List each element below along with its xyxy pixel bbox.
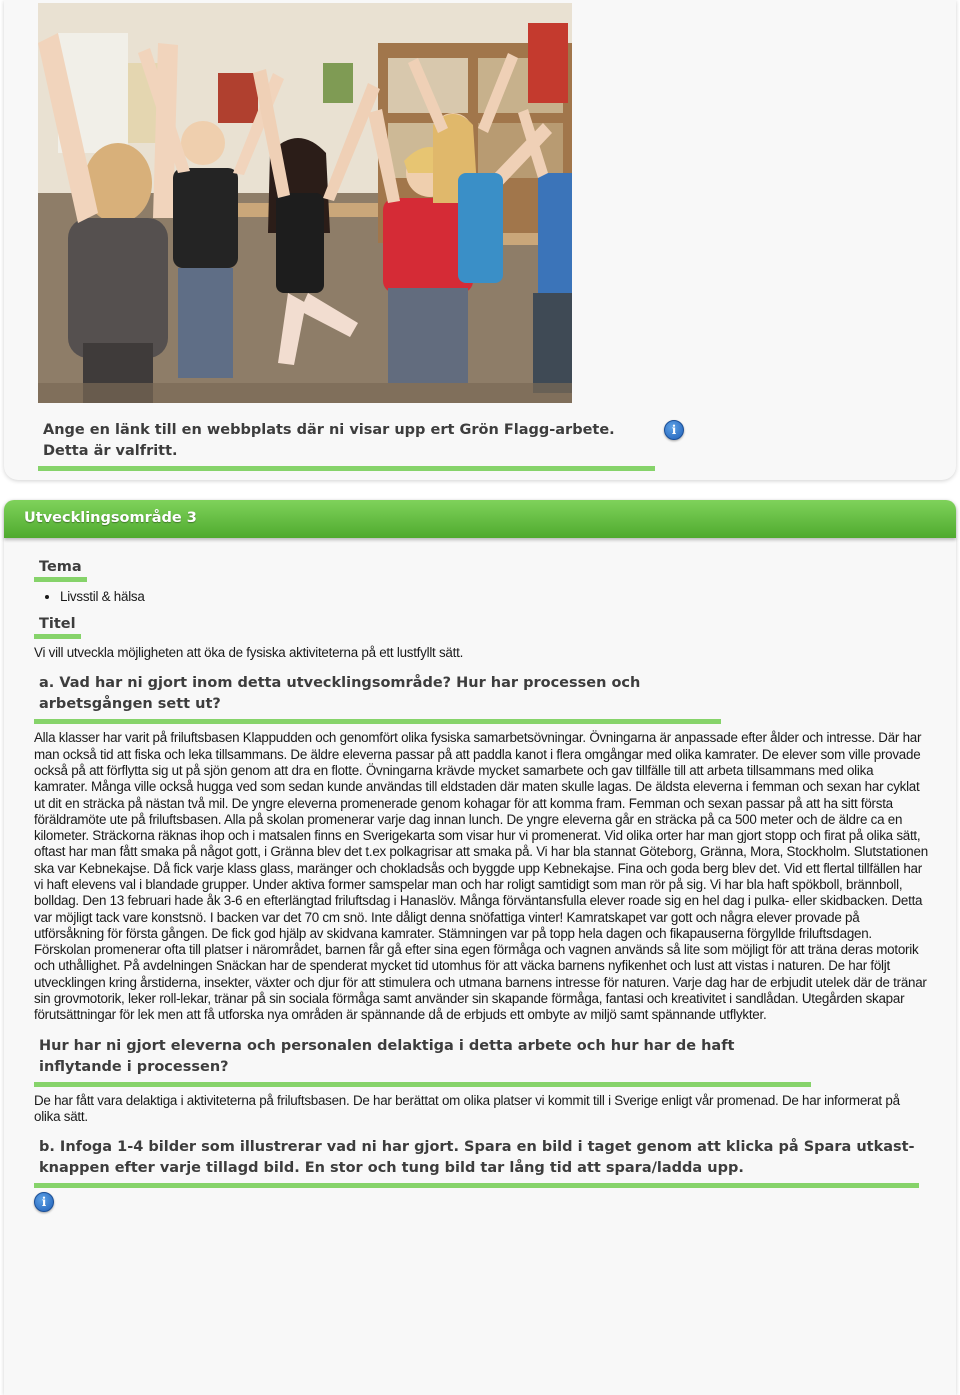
question-involvement: Hur har ni gjort eleverna och personalen delaktiga i detta arbete och hur har de haft inflytande i processen? xyxy=(34,1036,811,1087)
answer-a: Alla klasser har varit på friluftsbasen Klappudden och genomfört olika fysiska samarbetsövningar. Övningarna är anpassade efter ålder och intresse. Där har man också tid att fiska och leka tillsammans. De äldre eleverna passar på att paddla kanot i flera omgångar med olika kamrater. De elever som ville provade också på att förflytta sig ut på sjön genom att dra en flotte. Övningarna krävde mycket samarbete och gav tillfälle till att arbeta tillsammans med olika kamrater. Många ville också hugga ved som sedan kunde användas till eldstaden där maten skulle lagas. De äldsta eleverna i femman och sexan har cyklat ut dit en sträcka på nästan två mil. De yngre eleverna promenerade genom kohagar för att komma fram. Femman och sexan passar på att ha sitt första föräldramöte ute på friluftsbasen. Alla på skolan promenerar varje dag innan lunch. De yngre eleverna går en sträcka på ca 500 meter och de äldre ca en kilometer. Sträckorna räknas ihop och i matsalen finns en Sverigekarta som visar hur vi promenerat. Vid olika orter har man gjort stopp och firat på olika sätt, oftast har man fått smaka på något gott, i Gränna blev det t.ex polkagrisar att smaka på. Vi har bla stannat Göteborg, Gränna, Mora, Stockholm. Slutstationen ska var Kebnekajse. Då fick varje klass glass, maränger och chokladsås och byggde upp Kebnekajse. Fina och goda berg blev det. Vid ett flertal tillfällen har vi haft elevens val i blandade grupper. Under aktiva former samspelar man och har roligt samtidigt som man rör på sig. Vi har bla haft spökboll, brännboll, bolldag. Den 13 februari hade åk 3-6 en efterlängtad friluftsdag i Hanaslöv. Många förväntansfulla elever roade sig en hel dag i pulka- eller skidbacken. Detta var möjligt tack vare konstsnö. I backen var det 70 cm snö. Inte dåligt denna snöfattiga vinter! Kamratskapet var gott och några elever provade på utförsåkning för första gången. De fick god hjälp av skidvana kamrater. Stämningen var på topp hela dagen och fikapauserna förgyllde friluftsdagen. Förskolan promenerar ofta till platser i närområdet, barnen får gå efter sina egen förmåga och vagnen används så lite som möjligt för att träna deras motorik och uthållighet. På avdelningen Snäckan har de spenderat mycket tid utomhus för att väcka barnens nyfikenhet och lust att vistas i naturen. De har följt utvecklingen kring årstiderna, insekter, växter och djur för att stimulera och utmana barnens intresse för naturen. Varje dag har de erbjudit utelek där de tränar sin grovmotorik, leker roll-lekar, tränar på sin sociala förmåga samt använder sin skapande förmåga, fantasi och kreativitet i sandlådan. Utegården skapar förutsättningar för lek men att få utforska nya områden är spännande då de erbjuds ett ombyte av miljö samt spännande utflykter. xyxy=(34,730,928,1023)
section-title: Utvecklingsområde 3 xyxy=(24,510,197,526)
titel-text: Vi vill utveckla möjligheten att öka de fysiska aktiviteterna på ett lustfyllt sätt. xyxy=(34,645,464,660)
answer-involvement: De har fått vara delaktiga i aktiviteterna på friluftsbasen. De har berättat om olika platser vi kommit till i Sverige enligt vår promenad. De har informerat på olika sätt. xyxy=(34,1092,900,1124)
tema-list xyxy=(34,588,929,606)
question-b: b. Infoga 1-4 bilder som illustrerar vad ni har gjort. Spara en bild i taget genom att klicka på Spara utkast-knappen efter varje tillagd bild. En stor och tung bild tar lång tid att spara/ladda upp. xyxy=(34,1137,919,1188)
development-area-card xyxy=(4,500,956,1395)
question-a: a. Vad har ni gjort inom detta utvecklingsområde? Hur har processen och arbetsgången sett ut? xyxy=(34,673,721,724)
tema-item: • Livsstil & hälsa xyxy=(60,588,929,606)
link-question-text: Ange en länk till en webbplats där ni visar upp ert Grön Flagg-arbete. Detta är valfritt. xyxy=(38,420,655,471)
section-header xyxy=(4,500,956,538)
classroom-photo xyxy=(38,3,572,403)
tema-label: Tema xyxy=(34,559,87,582)
info-icon[interactable]: i xyxy=(664,420,684,440)
info-icon[interactable]: i xyxy=(34,1192,54,1212)
top-card xyxy=(4,0,956,480)
section-content xyxy=(34,558,929,1212)
titel-label: Titel xyxy=(34,616,81,639)
link-question xyxy=(38,420,677,471)
